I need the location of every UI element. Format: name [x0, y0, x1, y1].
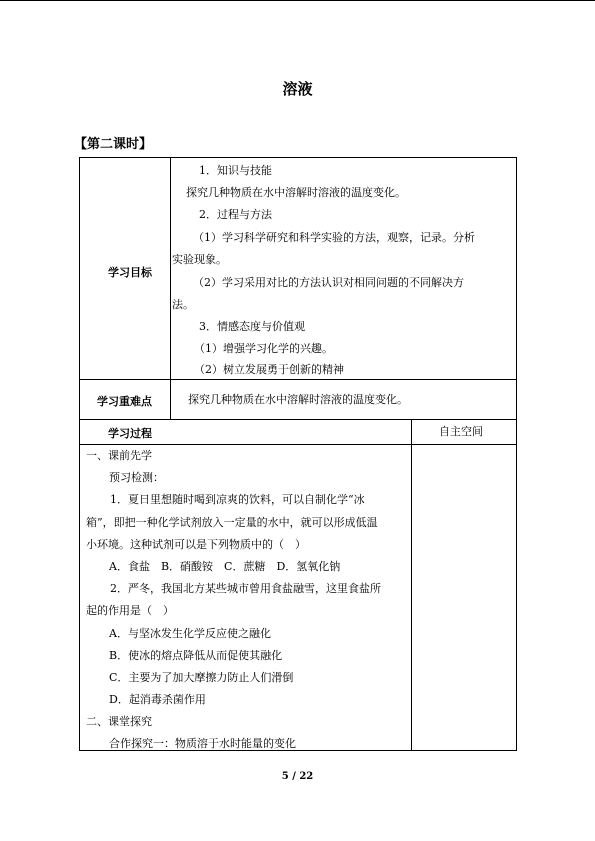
process-label: 学习过程	[108, 427, 152, 440]
table-side-column-divider	[411, 419, 412, 751]
process-line: 箱”，即把一种化学试剂放入一定量的水中，就可以形成低温	[86, 516, 378, 529]
objectives-line: 实验现象。	[172, 253, 227, 266]
process-line: A．与坚冰发生化学反应使之融化	[109, 627, 271, 640]
page-top-rule	[0, 0, 595, 1]
process-line: 二、课堂探究	[86, 715, 152, 728]
process-line: C．主要为了加大摩擦力防止人们滑倒	[109, 671, 294, 684]
process-line: 起的作用是（ ）	[86, 604, 174, 617]
table-border-right	[516, 157, 517, 751]
key-points-text: 探究几种物质在水中溶解时溶液的温度变化。	[188, 393, 408, 406]
process-line: 预习检测：	[109, 471, 164, 484]
page-number: 5 / 22	[281, 771, 314, 782]
process-line: 1．夏日里想随时喝到凉爽的饮料，可以自制化学“冰	[110, 493, 365, 506]
objectives-line: 2．过程与方法	[199, 208, 272, 221]
process-line: 合作探究一：物质溶于水时能量的变化	[109, 737, 296, 750]
key-points-label: 学习重难点	[97, 395, 152, 408]
table-border-top	[79, 157, 517, 158]
objectives-line: 3．情感态度与价值观	[199, 320, 305, 333]
objectives-line: 1．知识与技能	[199, 164, 272, 177]
process-line: B．使冰的熔点降低从而促使其融化	[109, 649, 283, 662]
self-study-space-label: 自主空间	[439, 425, 483, 438]
document-title: 溶液	[282, 80, 313, 98]
process-line: 2．严冬，我国北方某些城市曾用食盐融雪，这里食盐所	[110, 582, 381, 595]
table-label-column-divider	[170, 157, 171, 420]
table-border-left	[79, 157, 80, 751]
objectives-line: （1）学习科学研究和科学实验的方法，观察，记录。分析	[193, 231, 475, 244]
process-line: 一、课前先学	[86, 449, 152, 462]
objectives-line: （2）学习采用对比的方法认识对相同问题的不同解决方	[193, 276, 464, 289]
objectives-line: 探究几种物质在水中溶解时溶液的温度变化。	[186, 186, 406, 199]
table-divider-process-header	[79, 444, 517, 445]
section-heading: 【第二课时】	[74, 137, 153, 152]
objectives-line: （1）增强学习化学的兴趣。	[194, 342, 333, 355]
lesson-table	[79, 157, 517, 751]
objectives-line: 法。	[172, 298, 194, 311]
table-divider-keypoints	[79, 419, 517, 420]
table-divider-objectives	[79, 379, 517, 380]
objectives-line: （2）树立发展勇于创新的精神	[194, 363, 344, 376]
objectives-label: 学习目标	[108, 266, 152, 279]
process-line: 小环境。这种试剂可以是下列物质中的（ ）	[86, 538, 306, 551]
process-line: A．食盐 B．硝酸铵 C．蔗糖 D．氢氧化钠	[109, 560, 341, 573]
process-line: D．起消毒杀菌作用	[109, 693, 206, 706]
